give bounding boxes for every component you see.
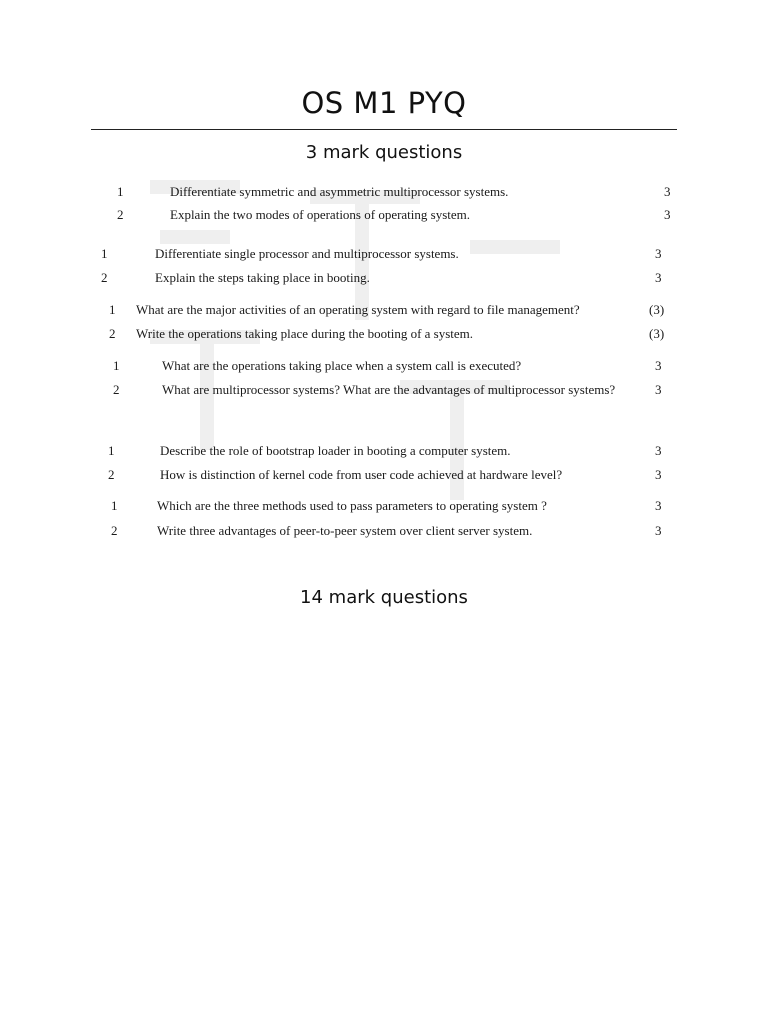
question-text: Which are the three methods used to pass parameters to operating system ? <box>157 498 547 513</box>
question-marks: (3) <box>649 302 665 317</box>
question-number: 2 <box>108 467 115 482</box>
question-marks: 3 <box>664 184 671 199</box>
question-marks: (3) <box>649 326 665 341</box>
question-marks: 3 <box>655 467 662 482</box>
question-text: Explain the two modes of operations of operating system. <box>170 207 471 222</box>
section-heading-14-mark: 14 mark questions <box>300 587 468 608</box>
question-marks: 3 <box>655 358 662 373</box>
question-text: Differentiate symmetric and asymmetric multiprocessor systems. <box>170 184 509 199</box>
question-marks: 3 <box>655 443 662 458</box>
question-number: 2 <box>101 270 108 285</box>
section-heading-3-mark: 3 mark questions <box>305 142 463 163</box>
question-text: Write three advantages of peer-to-peer system over client server system. <box>157 523 533 538</box>
question-marks: 3 <box>655 523 662 538</box>
question-text: Differentiate single processor and multiprocessor systems. <box>155 246 459 261</box>
question-number: 1 <box>117 184 124 199</box>
question-number: 1 <box>101 246 108 261</box>
question-text: Write the operations taking place during the booting of a system. <box>136 326 474 341</box>
question-marks: 3 <box>664 207 671 222</box>
question-number: 1 <box>111 498 118 513</box>
question-text: How is distinction of kernel code from user code achieved at hardware level? <box>160 467 563 482</box>
question-number: 1 <box>108 443 115 458</box>
question-text: What are multiprocessor systems? What are the advantages of multiprocessor systems? <box>162 382 616 397</box>
question-text: Describe the role of bootstrap loader in booting a computer system. <box>160 443 511 458</box>
question-marks: 3 <box>655 498 662 513</box>
title-divider <box>91 129 677 130</box>
question-number: 2 <box>109 326 116 341</box>
question-text: Explain the steps taking place in booting. <box>155 270 370 285</box>
question-marks: 3 <box>655 382 662 397</box>
question-number: 1 <box>113 358 120 373</box>
question-number: 2 <box>111 523 118 538</box>
question-number: 1 <box>109 302 116 317</box>
question-marks: 3 <box>655 246 662 261</box>
question-marks: 3 <box>655 270 662 285</box>
page-title: OS M1 PYQ <box>301 86 467 120</box>
question-number: 2 <box>117 207 124 222</box>
question-number: 2 <box>113 382 120 397</box>
question-text: What are the operations taking place when a system call is executed? <box>162 358 522 373</box>
question-text: What are the major activities of an operating system with regard to file management? <box>136 302 580 317</box>
